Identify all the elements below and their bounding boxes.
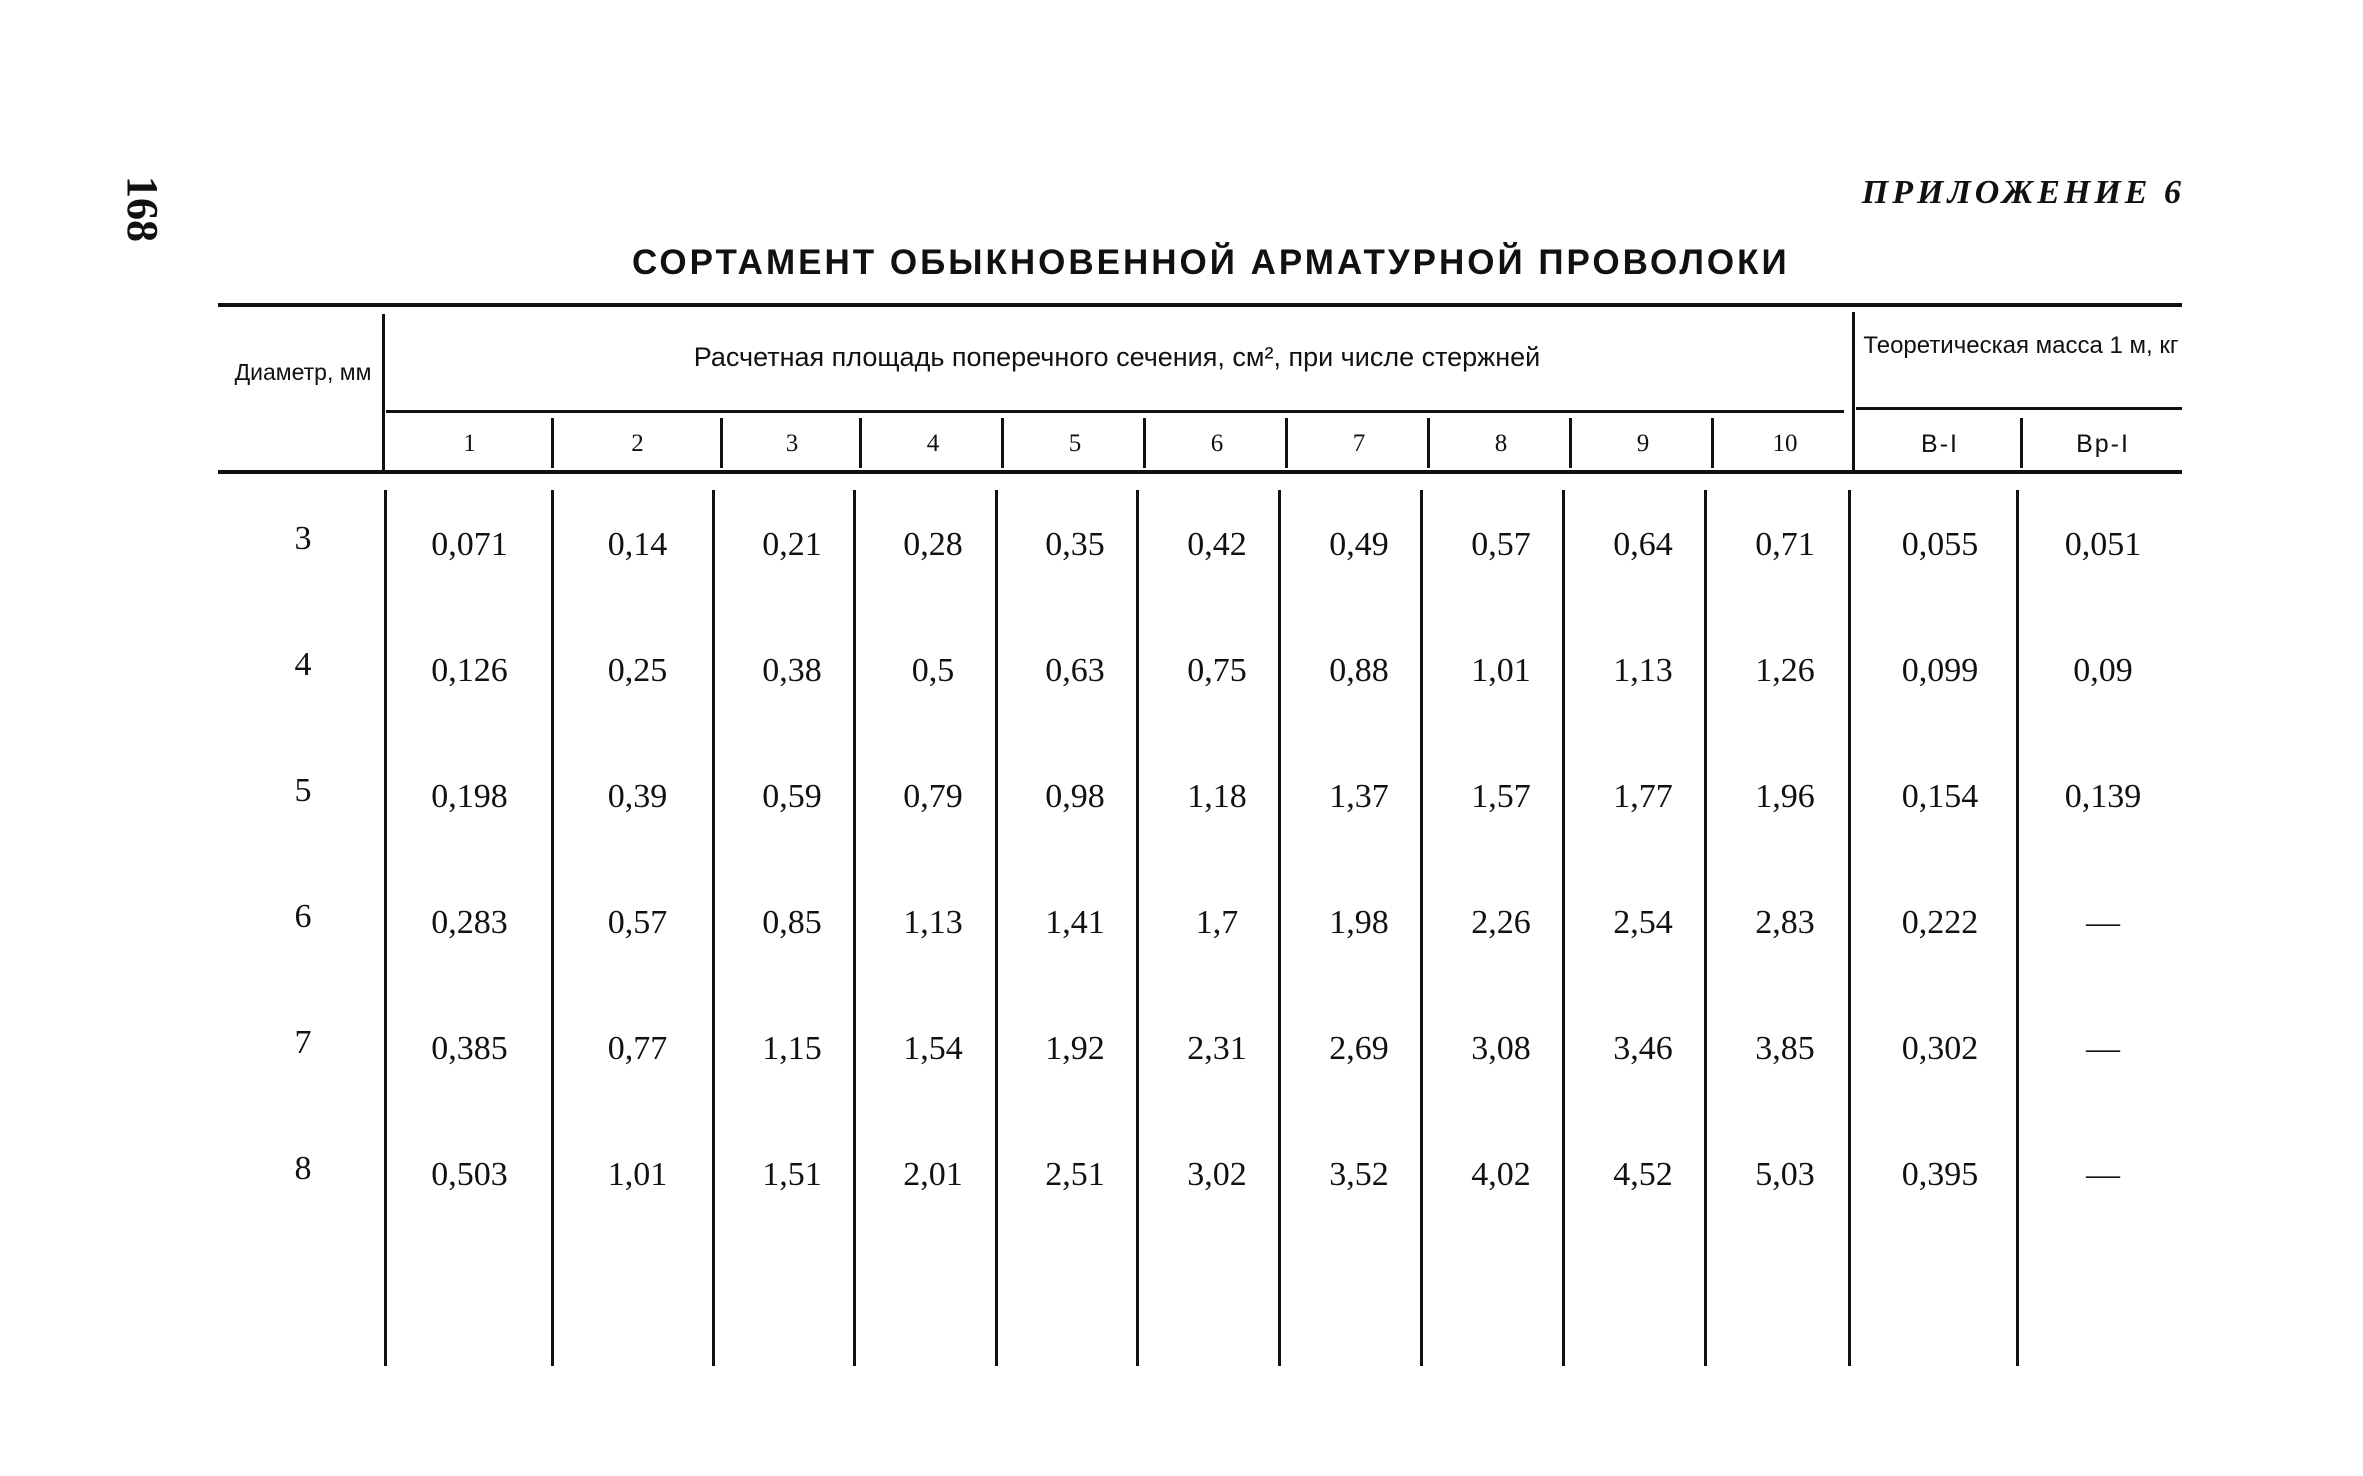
- mass-cell: 0,051: [2064, 526, 2142, 563]
- area-cell: 1,13: [1613, 652, 1673, 689]
- area-cell: 2,54: [1613, 904, 1673, 941]
- header-column-divider: [1569, 418, 1572, 468]
- area-cell: 1,15: [762, 1030, 822, 1067]
- table-top-rule: [218, 303, 2182, 307]
- bar-count-header: 8: [1494, 430, 1508, 457]
- area-cell: 3,46: [1613, 1030, 1673, 1067]
- area-cell: 1,37: [1329, 778, 1389, 815]
- area-cell: 1,01: [1471, 652, 1531, 689]
- mass-cell: 0,302: [1901, 1030, 1979, 1067]
- area-cell: 2,31: [1187, 1030, 1247, 1067]
- bar-count-header: 5: [1068, 430, 1082, 457]
- header-diameter: Диаметр, мм: [234, 359, 372, 385]
- header-mid-rule-area: [386, 410, 1844, 413]
- area-cell: 0,88: [1329, 652, 1389, 689]
- area-cell: 1,7: [1195, 904, 1239, 941]
- diameter-cell: 4: [294, 646, 312, 683]
- diameter-cell: 8: [294, 1150, 312, 1187]
- mass-cell: —: [2086, 1030, 2120, 1067]
- header-column-divider: [551, 418, 554, 468]
- header-column-divider: [1427, 418, 1430, 468]
- header-column-divider: [859, 418, 862, 468]
- area-cell: 0,5: [911, 652, 955, 689]
- mass-cell: 0,222: [1901, 904, 1979, 941]
- bar-count-header: 2: [631, 430, 644, 457]
- mass-grade-header: Вр-I: [2076, 430, 2130, 458]
- area-cell: 0,283: [431, 904, 508, 941]
- area-cell: 1,54: [903, 1030, 963, 1067]
- mass-cell: 0,055: [1901, 526, 1979, 563]
- area-cell: 0,25: [607, 652, 668, 689]
- area-cell: 3,02: [1187, 1156, 1247, 1193]
- area-cell: 1,01: [607, 1156, 668, 1193]
- area-cell: 1,96: [1755, 778, 1815, 815]
- area-cell: 0,63: [1045, 652, 1105, 689]
- mass-cell: —: [2086, 904, 2120, 941]
- area-cell: 0,42: [1187, 526, 1247, 563]
- area-cell: 1,98: [1329, 904, 1389, 941]
- header-column-divider: [1711, 418, 1714, 468]
- area-cell: 0,64: [1613, 526, 1673, 563]
- area-cell: 1,18: [1187, 778, 1247, 815]
- area-cell: 3,08: [1471, 1030, 1531, 1067]
- mass-cell: 0,395: [1901, 1156, 1979, 1193]
- bar-count-header: 3: [785, 430, 799, 457]
- bar-count-header: 6: [1210, 430, 1224, 457]
- area-cell: 4,52: [1613, 1156, 1673, 1193]
- area-cell: 1,57: [1471, 778, 1531, 815]
- area-cell: 0,59: [762, 778, 822, 815]
- area-cell: 1,51: [762, 1156, 822, 1193]
- area-cell: 2,01: [903, 1156, 963, 1193]
- header-column-divider: [1285, 418, 1288, 468]
- page-number: 168: [118, 176, 167, 242]
- area-cell: 4,02: [1471, 1156, 1531, 1193]
- area-cell: 0,38: [762, 652, 822, 689]
- area-cell: 0,385: [431, 1030, 508, 1067]
- area-cell: 0,79: [903, 778, 963, 815]
- body-column-divider: [382, 314, 385, 470]
- area-cell: 0,57: [607, 904, 668, 941]
- area-cell: 0,14: [607, 526, 668, 563]
- area-cell: 3,52: [1329, 1156, 1389, 1193]
- mass-cell: 0,154: [1901, 778, 1979, 815]
- area-cell: 0,85: [762, 904, 822, 941]
- area-cell: 2,69: [1329, 1030, 1389, 1067]
- area-cell: 1,13: [903, 904, 963, 941]
- area-cell: 0,98: [1045, 778, 1105, 815]
- page-title: СОРТАМЕНТ ОБЫКНОВЕННОЙ АРМАТУРНОЙ ПРОВОЛОКИ: [632, 243, 1790, 282]
- area-cell: 0,126: [431, 652, 508, 689]
- mass-cell: 0,09: [2073, 652, 2133, 689]
- appendix-label: ПРИЛОЖЕНИЕ 6: [1861, 174, 2185, 211]
- header-mid-rule-mass: [1856, 407, 2182, 410]
- header-area: Расчетная площадь поперечного сечения, см², при числе стержней: [693, 342, 1541, 372]
- header-column-divider: [1001, 418, 1004, 468]
- area-cell: 0,71: [1755, 526, 1815, 563]
- mass-cell: 0,139: [2064, 778, 2142, 815]
- area-cell: 0,21: [762, 526, 822, 563]
- mass-grade-header: В-I: [1921, 430, 1959, 458]
- bar-count-header: 10: [1772, 430, 1798, 457]
- area-cell: 1,41: [1045, 904, 1105, 941]
- area-cell: 0,503: [431, 1156, 508, 1193]
- header-column-divider: [1143, 418, 1146, 468]
- diameter-cell: 7: [294, 1024, 312, 1061]
- bar-count-header: 4: [926, 430, 940, 457]
- bar-count-header: 7: [1352, 430, 1366, 457]
- header-column-divider: [720, 418, 723, 468]
- area-cell: 1,26: [1755, 652, 1815, 689]
- area-cell: 0,35: [1045, 526, 1105, 563]
- area-cell: 5,03: [1755, 1156, 1815, 1193]
- mass-cell: 0,099: [1901, 652, 1979, 689]
- diameter-cell: 5: [294, 772, 312, 809]
- diameter-cell: 6: [294, 898, 312, 935]
- header-bottom-rule: [218, 470, 2182, 474]
- area-cell: 2,26: [1471, 904, 1531, 941]
- area-cell: 3,85: [1755, 1030, 1815, 1067]
- area-cell: 0,49: [1329, 526, 1389, 563]
- area-cell: 0,77: [607, 1030, 668, 1067]
- area-cell: 0,57: [1471, 526, 1531, 563]
- area-cell: 1,92: [1045, 1030, 1105, 1067]
- header-column-divider: [2020, 418, 2023, 468]
- bar-count-header: 1: [463, 430, 476, 457]
- area-cell: 0,75: [1187, 652, 1247, 689]
- area-cell: 2,83: [1755, 904, 1815, 941]
- area-cell: 0,28: [903, 526, 963, 563]
- body-column-divider: [1852, 312, 1855, 470]
- area-cell: 0,39: [607, 778, 668, 815]
- area-cell: 1,77: [1613, 778, 1673, 815]
- area-cell: 0,198: [431, 778, 508, 815]
- bar-count-header: 9: [1636, 430, 1650, 457]
- header-mass: Теоретическая масса 1 м, кг: [1863, 332, 2179, 359]
- mass-cell: —: [2086, 1156, 2120, 1193]
- diameter-cell: 3: [294, 520, 312, 557]
- area-cell: 2,51: [1045, 1156, 1105, 1193]
- area-cell: 0,071: [431, 526, 508, 563]
